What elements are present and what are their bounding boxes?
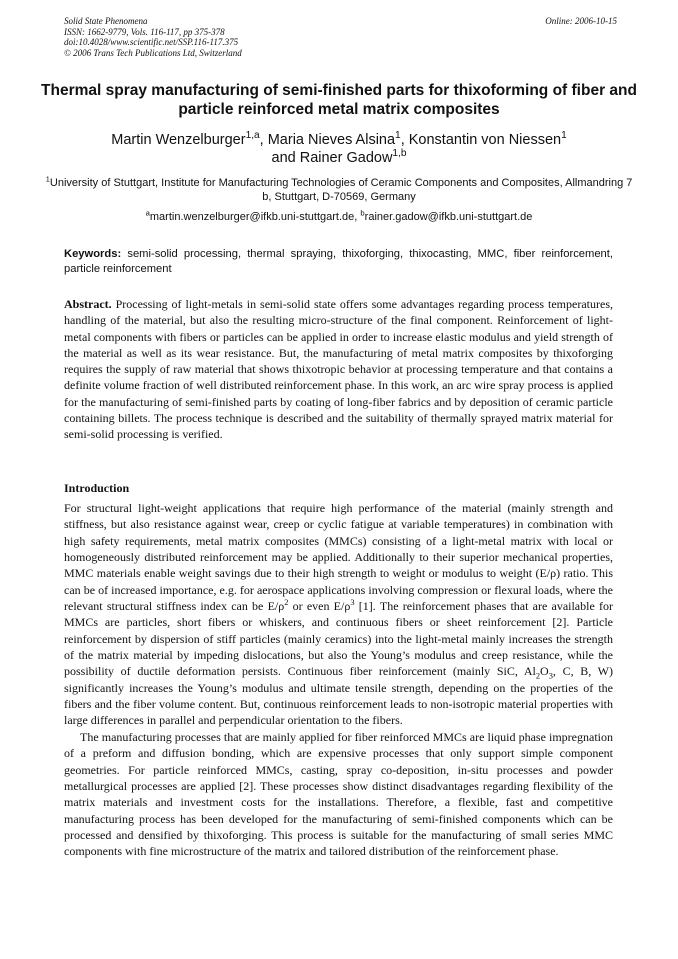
- author-name: Rainer Gadow: [299, 150, 393, 166]
- subscript: 3: [548, 671, 553, 681]
- author-affiliation-mark: 1,a: [245, 130, 260, 142]
- paragraph-text: For structural light-weight applications that require high performance of the material (mainly strength and stiffness, but also resistance against wear, creep or cyclic fatigue at variable temperatures) in combination with high safety requirements, metal matrix composites (MMCs) consisting of a light-metal matrix with local or homogeneously distributed reinforcement may be applied. Additionally to their superior mechanical properties, MMC materials enable weight savings due to their high strength to weight or modulus to weight (E/ρ) ratio. This can be of increased importance, e.g. for aerospace applications involving compression or flexural loads, where the relevant structural stiffness index can be E/ρ: [64, 501, 613, 614]
- keywords-text: semi-solid processing, thermal spraying, thixoforging, thixocasting, MMC, fiber reinforcement, particle reinforcement: [64, 248, 613, 275]
- author-affiliation-mark: 1: [395, 130, 401, 142]
- author-affiliation-mark: 1,b: [392, 148, 407, 160]
- keywords-label: Keywords:: [64, 248, 122, 260]
- paragraph-text: [1]. The reinforcement phases that are available for MMCs are particles, short fibers or whiskers, and continuous fibers or sheet reinforcement [2]. Particle reinforcement by dispersion of stiff particles (mainly ceramics) into the light-metal mainly increases the strength of the matrix material by impeding dislocations, but also the Young’s modulus and creep resistance, while the possibility of ductile deformation persists. Continuous fiber reinforcement (mainly SiC, Al: [64, 599, 613, 679]
- email-line: [40, 208, 638, 225]
- issn-line: ISSN: 1662-9779, Vols. 116-117, pp 375-378: [64, 26, 225, 37]
- paragraph: [64, 500, 613, 729]
- author-separator: ,: [400, 132, 409, 148]
- author-separator: ,: [259, 132, 268, 148]
- author-affiliation-mark: 1: [561, 130, 567, 142]
- email-mark: b: [360, 208, 365, 218]
- author-list: [40, 131, 638, 167]
- abstract-label: Abstract.: [64, 297, 112, 311]
- copyright-line: © 2006 Trans Tech Publications Ltd, Switzerland: [64, 47, 242, 58]
- author-email: martin.wenzelburger@ifkb.uni-stuttgart.de: [149, 211, 355, 223]
- paper-title: Thermal spray manufacturing of semi-finished parts for thixoforming of fiber and particle reinforced metal matrix composites: [41, 82, 637, 118]
- journal-name: Solid State Phenomena: [64, 16, 148, 26]
- paragraph: The manufacturing processes that are mainly applied for fiber reinforced MMCs are liquid phase impregnation of a preform and diffusion bonding, which are expensive processes that only support simple component geometries. For particle reinforced MMCs, casting, spray co-deposition, in-situ processes and powder metallurgical processes are applied [2]. These processes show distinct disadvantages regarding flexibility of the matrix materials and investment costs for the installations. Therefore, a flexible, fast and competitive manufacturing process has been developed for the manufacturing of semi-finished components which can be processed and densified by thixoforging. This process is suitable for the manufacturing of small series MMC components with fine microstructure of the matrix and tailored distribution of the reinforcement phase.: [64, 729, 613, 859]
- keywords-section: [64, 247, 613, 276]
- affiliation: [40, 174, 638, 204]
- section-heading-introduction: Introduction: [64, 481, 130, 495]
- affiliation-mark: 1: [45, 174, 50, 184]
- author-name: Konstantin von Niessen: [408, 132, 562, 148]
- email-mark: a: [145, 208, 150, 218]
- superscript: 3: [350, 598, 355, 608]
- paragraph-text: , C, B, W) significantly increases the Young’s modulus and ultimate tensile strength, depending on the properties of the fibers and the fiber volume content. But, continuous reinforcement leads to non-isotropic material properties with large differences in parallel and perpendicular orientation to the fibers.: [64, 664, 613, 728]
- author-email: rainer.gadow@ifkb.uni-stuttgart.de: [364, 211, 533, 223]
- author-conjunction: and: [271, 150, 300, 166]
- journal-header: [64, 16, 617, 58]
- superscript: 2: [284, 598, 289, 608]
- abstract-text: Processing of light-metals in semi-solid state offers some advantages regarding process temperatures, handling of the material, but also the resulting micro-structure of the final component. Reinforcement of light-metal components with fibers or particles can be applied in order to increase elastic modulus and yield strength of the material as well as its wear resistance. But, the manufacturing of metal matrix composites by thixoforging requires the supply of raw material that shows thixotropic behavior at processing temperature and that contains a definite volume fraction of well distributed reinforcement phase. In this work, an arc wire spray process is applied for the manufacturing of semi-finished parts by coating of long-fiber fabrics and by deposition of ceramic particle containing billets. The process technique is described and the suitability of thermally sprayed matrix material for semi-solid processing is verified.: [64, 297, 613, 442]
- paragraph-text: O: [540, 664, 549, 679]
- online-date: Online: 2006-10-15: [545, 16, 617, 26]
- affiliation-text: University of Stuttgart, Institute for Manufacturing Technologies of Ceramic Components and Composites, Allmandring 7 b, Stuttgart, D-70569, Germany: [49, 177, 633, 203]
- email-separator: ,: [354, 211, 361, 223]
- doi-line: doi:10.4028/www.scientific.net/SSP.116-117.375: [64, 37, 239, 47]
- author-name: Maria Nieves Alsina: [267, 132, 396, 148]
- paragraph-text: or even E/ρ: [288, 599, 351, 614]
- abstract-section: [64, 296, 613, 443]
- author-name: Martin Wenzelburger: [111, 132, 246, 148]
- subscript: 2: [535, 671, 541, 681]
- introduction-body: [64, 500, 613, 860]
